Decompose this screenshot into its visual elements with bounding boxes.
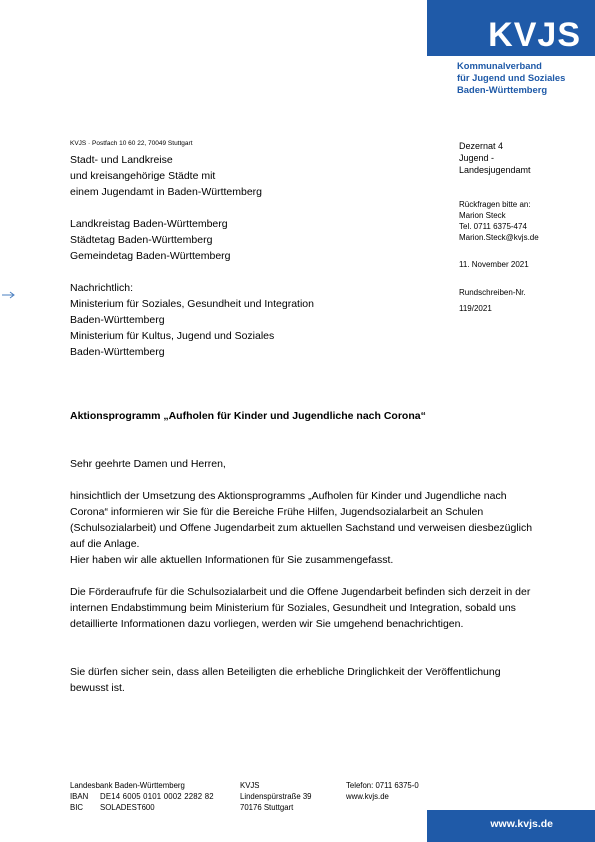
circular-number: 119/2021 — [459, 304, 492, 313]
letter-date: 11. November 2021 — [459, 260, 529, 269]
cc-block — [70, 280, 314, 360]
paragraph-text: Hier haben wir alle aktuellen Informationen für Sie zusammengefasst. — [70, 554, 394, 566]
bic-value: SOLADEST600 — [100, 803, 155, 812]
recipient-block — [70, 152, 262, 200]
sender-line: KVJS · Postfach 10 60 22, 70049 Stuttgart — [70, 140, 193, 147]
contact-email[interactable]: Marion.Steck@kvjs.de — [459, 233, 539, 242]
cc-line: Ministerium für Kultus, Jugend und Soziales — [70, 330, 275, 342]
circular-label: Rundschreiben-Nr. — [459, 288, 526, 297]
body-paragraph: Sie dürfen sicher sein, dass allen Beteiligten die erhebliche Dringlichkeit der Veröffentlichung bewusst ist. — [70, 666, 501, 694]
iban-label: IBAN — [70, 792, 89, 801]
footer-phone: Telefon: 0711 6375-0 — [346, 781, 419, 790]
contact-block — [459, 199, 539, 243]
recipient-line: einem Jugendamt in Baden-Württemberg — [70, 186, 263, 198]
arrow-icon — [2, 291, 15, 299]
footer-address — [240, 780, 312, 813]
footer-street: Lindenspürstraße 39 — [240, 792, 312, 801]
organization-name — [457, 60, 565, 96]
footer-city: 70176 Stuttgart — [240, 803, 294, 812]
kvjs-logo — [427, 0, 595, 56]
subject-line: Aktionsprogramm „Aufholen für Kinder und Jugendliche nach Corona“ — [70, 410, 426, 422]
association-line: Landkreistag Baden-Württemberg — [70, 218, 228, 230]
paragraph-text: hinsichtlich der Umsetzung des Aktionsprogramms „Aufholen für Kinder und Jugendliche nach Corona“ informieren wir Sie für die Bereiche Frühe Hilfen, Jugendsozialarbeit an Schulen (Schulsozialarbeit) und Offene Jugendarbeit zum aktuellen Sachstand und verweisen diesbezüglich auf die Anlage. — [70, 490, 533, 550]
website-link[interactable]: www.kvjs.de — [490, 818, 553, 830]
footer-web[interactable]: www.kvjs.de — [346, 792, 389, 801]
association-line: Gemeindetag Baden-Württemberg — [70, 250, 231, 262]
department-line: Landesjugendamt — [459, 165, 531, 175]
recipient-line: und kreisangehörige Städte mit — [70, 170, 216, 182]
footer-url-bar — [427, 810, 595, 842]
footer-bank — [70, 780, 214, 813]
bic-label: BIC — [70, 803, 83, 812]
department-line: Dezernat 4 — [459, 141, 504, 151]
department-line: Jugend - — [459, 153, 495, 163]
contact-name: Marion Steck — [459, 211, 506, 220]
iban-value: DE14 6005 0101 0002 2282 82 — [100, 792, 214, 801]
association-line: Städtetag Baden-Württemberg — [70, 234, 213, 246]
cc-label: Nachrichtlich: — [70, 282, 134, 294]
iban-row — [70, 791, 214, 802]
contact-phone: Tel. 0711 6375-474 — [459, 222, 527, 231]
salutation: Sehr geehrte Damen und Herren, — [70, 458, 226, 470]
association-block — [70, 216, 231, 264]
bank-name: Landesbank Baden-Württemberg — [70, 781, 185, 790]
bic-row — [70, 802, 214, 813]
recipient-line: Stadt- und Landkreise — [70, 154, 173, 166]
cc-line: Baden-Württemberg — [70, 314, 165, 326]
org-line: Kommunalverband — [457, 60, 542, 71]
org-line: für Jugend und Soziales — [457, 72, 566, 83]
department-block — [459, 140, 531, 176]
cc-line: Baden-Württemberg — [70, 346, 165, 358]
body-paragraph — [70, 488, 540, 568]
footer-org: KVJS — [240, 781, 260, 790]
footer-contact — [346, 780, 419, 802]
circular-block — [459, 287, 526, 314]
cc-line: Ministerium für Soziales, Gesundheit und Integration — [70, 298, 314, 310]
contact-label: Rückfragen bitte an: — [459, 200, 531, 209]
org-line: Baden-Württemberg — [457, 84, 548, 95]
logo-wordmark: KVJS — [488, 16, 581, 54]
body-paragraph: Die Förderaufrufe für die Schulsozialarbeit und die Offene Jugendarbeit befinden sich derzeit in der internen Endabstimmung beim Ministerium für Soziales, Gesundheit und Integration, sobald uns detaillierte Informationen dazu vorliegen, werden wir Sie umgehend benachrichtigen. — [70, 586, 531, 630]
